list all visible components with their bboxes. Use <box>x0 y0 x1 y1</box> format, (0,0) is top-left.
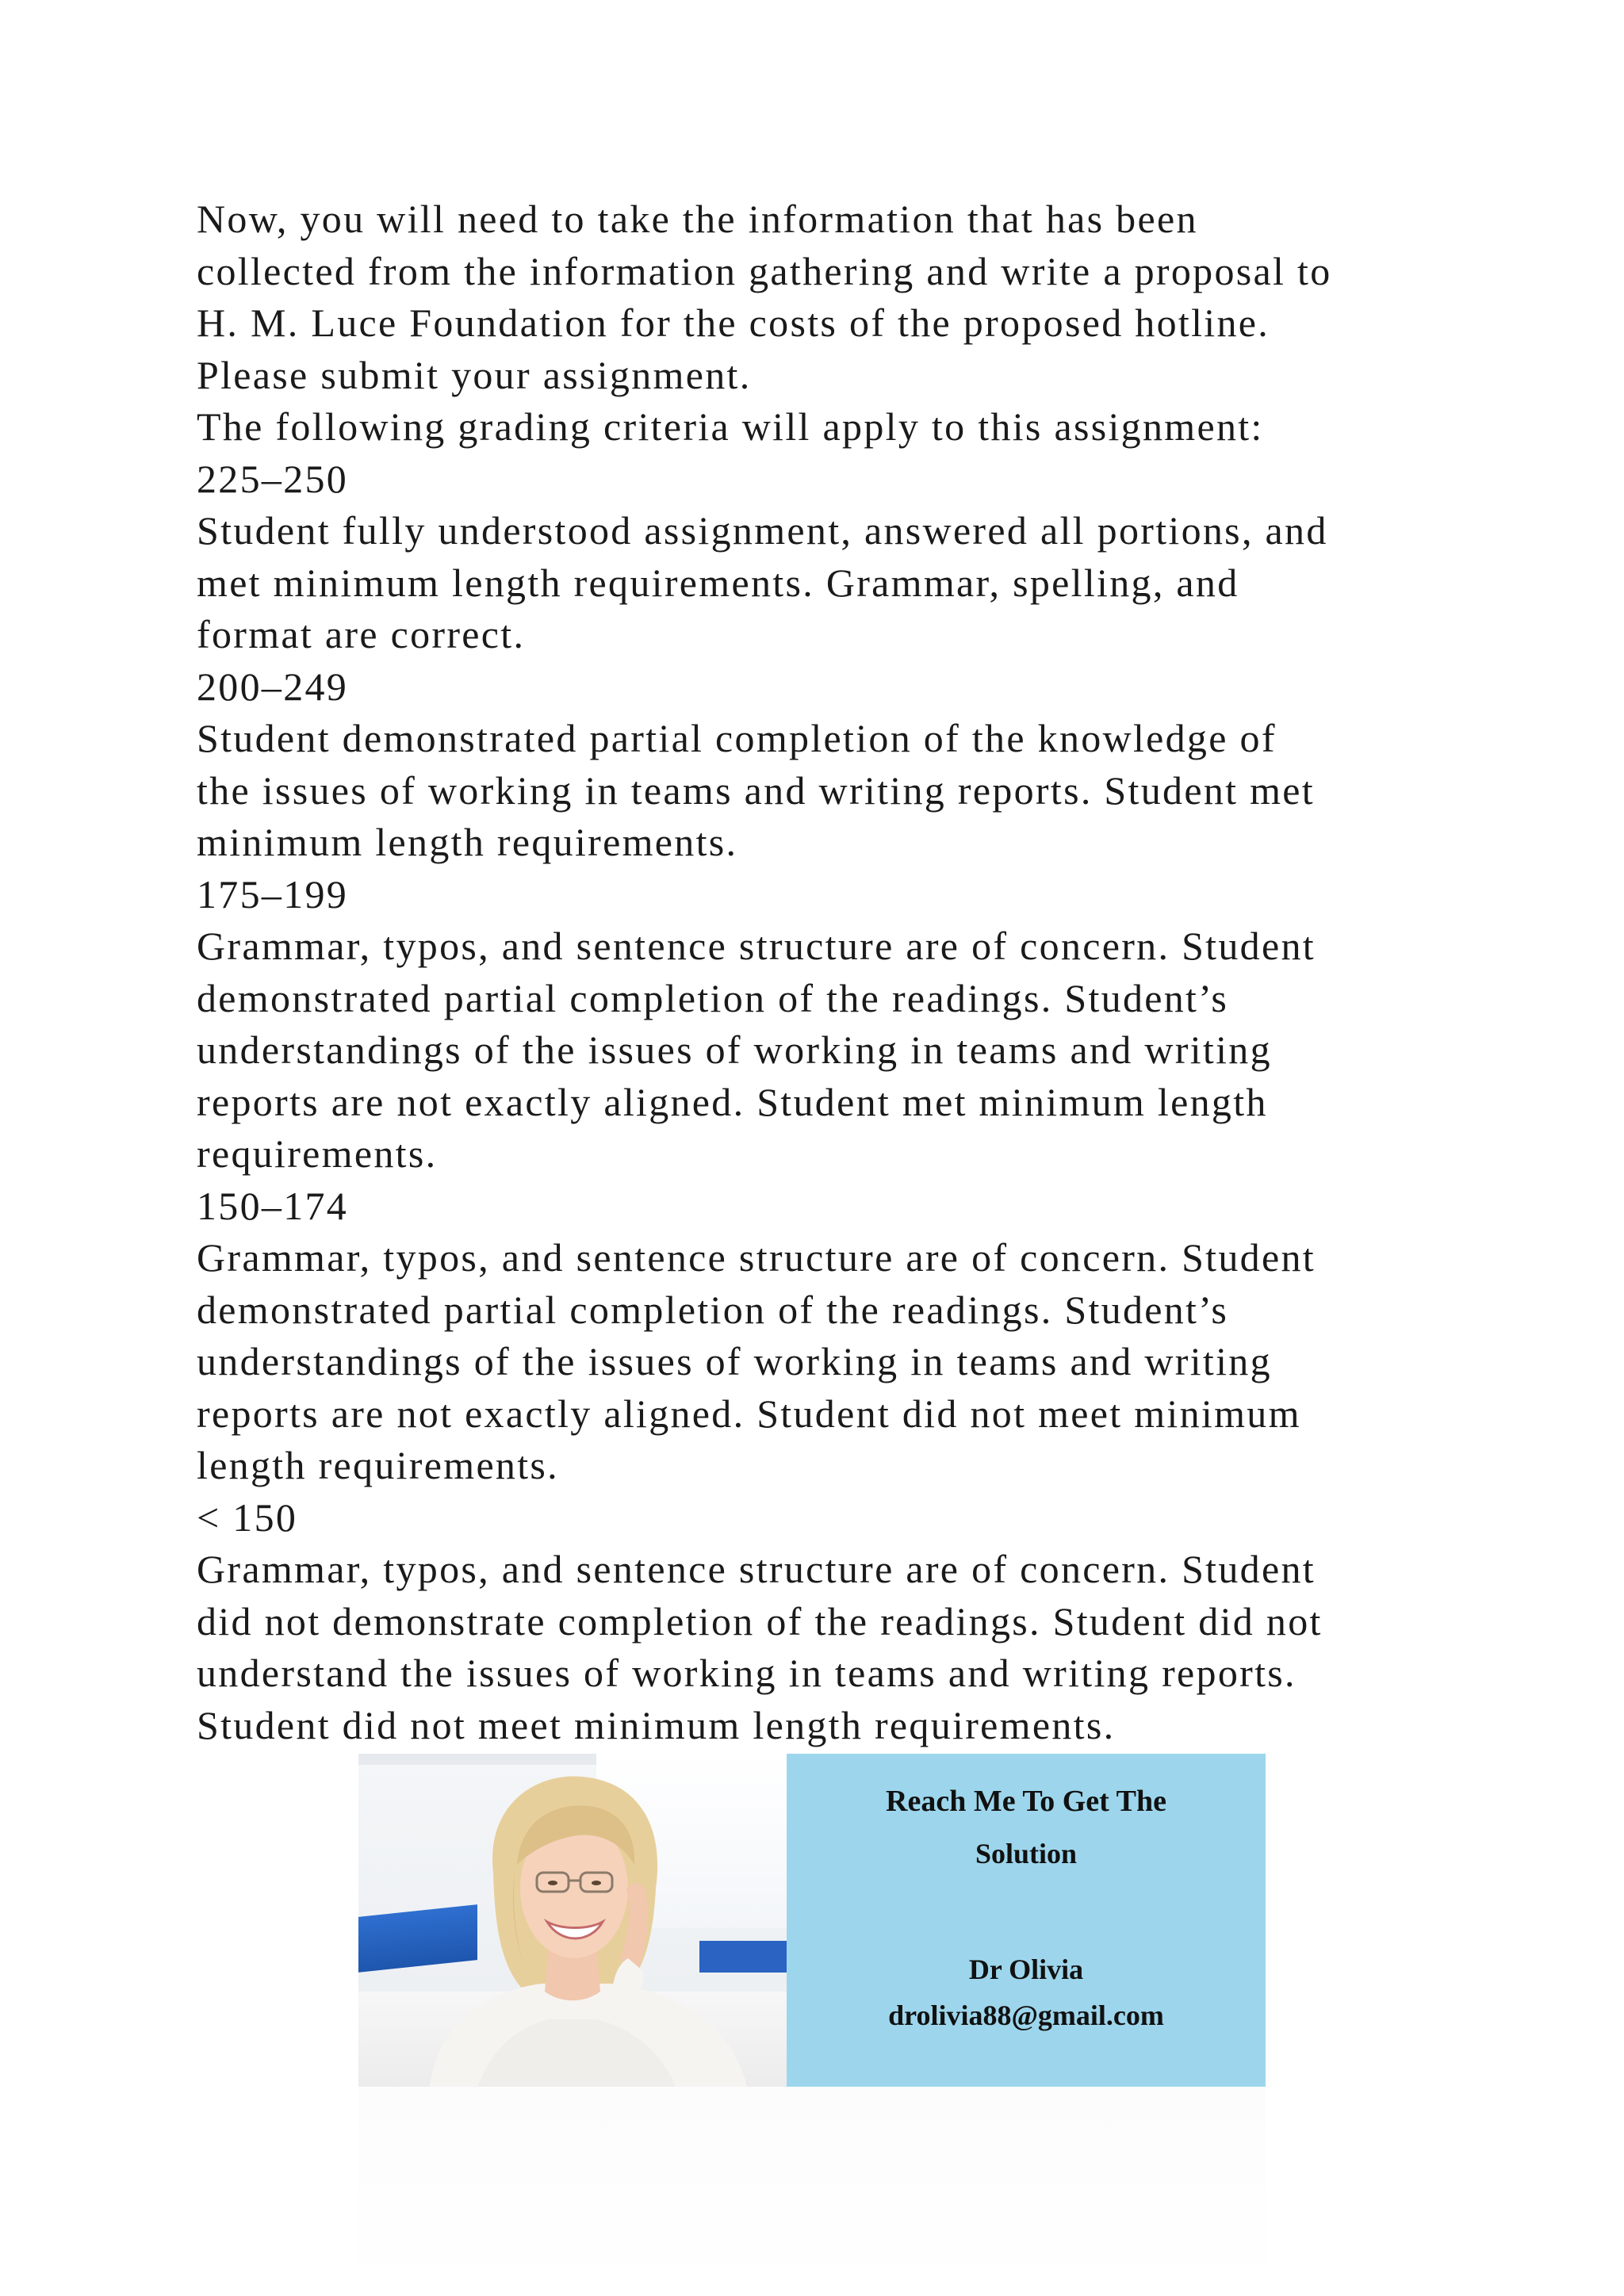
text-line: collected from the information gathering and write a proposal to <box>197 248 1332 293</box>
person-illustration <box>358 1754 787 2087</box>
text-line: Grammar, typos, and sentence structure are of concern. Student <box>197 1547 1316 1591</box>
text-line: The following grading criteria will apply to this assignment: <box>197 404 1264 449</box>
text-line: reports are not exactly aligned. Student did not meet minimum <box>197 1391 1301 1436</box>
faint-image-remnant <box>358 2087 1266 2296</box>
text-line: understandings of the issues of working in teams and writing <box>197 1339 1272 1383</box>
text-line: demonstrated partial completion of the readings. Student’s <box>197 975 1229 1020</box>
text-line: Please submit your assignment. <box>197 352 752 397</box>
text-line: reports are not exactly aligned. Student met minimum length <box>197 1079 1268 1124</box>
text-line: the issues of working in teams and writing reports. Student met <box>197 767 1315 813</box>
banner-heading-line1: Reach Me To Get The <box>886 1785 1166 1818</box>
document-body <box>197 193 1481 1751</box>
text-line: understand the issues of working in teams and writing reports. <box>197 1651 1297 1695</box>
contact-panel <box>787 1754 1266 2087</box>
text-line: Student demonstrated partial completion of the knowledge of <box>197 716 1277 760</box>
promo-banner <box>358 1754 1266 2087</box>
text-line: minimum length requirements. <box>197 820 738 864</box>
text-line: Student did not meet minimum length requirements. <box>197 1702 1116 1747</box>
text-line: Grammar, typos, and sentence structure are of concern. Student <box>197 1235 1316 1280</box>
score-range: < 150 <box>197 1494 298 1540</box>
score-range: 175–199 <box>197 871 349 916</box>
contact-name: Dr Olivia <box>968 1954 1084 1985</box>
woman-photo <box>358 1754 787 2087</box>
text-line: Grammar, typos, and sentence structure are of concern. Student <box>197 924 1316 968</box>
text-line: format are correct. <box>197 612 526 656</box>
text-line: Student fully understood assignment, answered all portions, and <box>197 508 1328 553</box>
score-range: 225–250 <box>197 456 349 501</box>
text-line: length requirements. <box>197 1443 559 1487</box>
text-line: understandings of the issues of working in teams and writing <box>197 1027 1272 1072</box>
banner-heading-line2: Solution <box>975 1838 1078 1869</box>
text-line: did not demonstrate completion of the readings. Student did not <box>197 1598 1323 1644</box>
text-line: met minimum length requirements. Grammar, spelling, and <box>197 560 1239 605</box>
text-line: demonstrated partial completion of the readings. Student’s <box>197 1287 1229 1332</box>
text-line: requirements. <box>197 1131 438 1176</box>
text-line: Now, you will need to take the information that has been <box>197 197 1198 241</box>
score-range: 200–249 <box>197 664 349 709</box>
score-range: 150–174 <box>197 1183 349 1228</box>
contact-email[interactable]: drolivia88@gmail.com <box>888 1999 1164 2031</box>
text-line: H. M. Luce Foundation for the costs of the proposed hotline. <box>197 300 1270 345</box>
